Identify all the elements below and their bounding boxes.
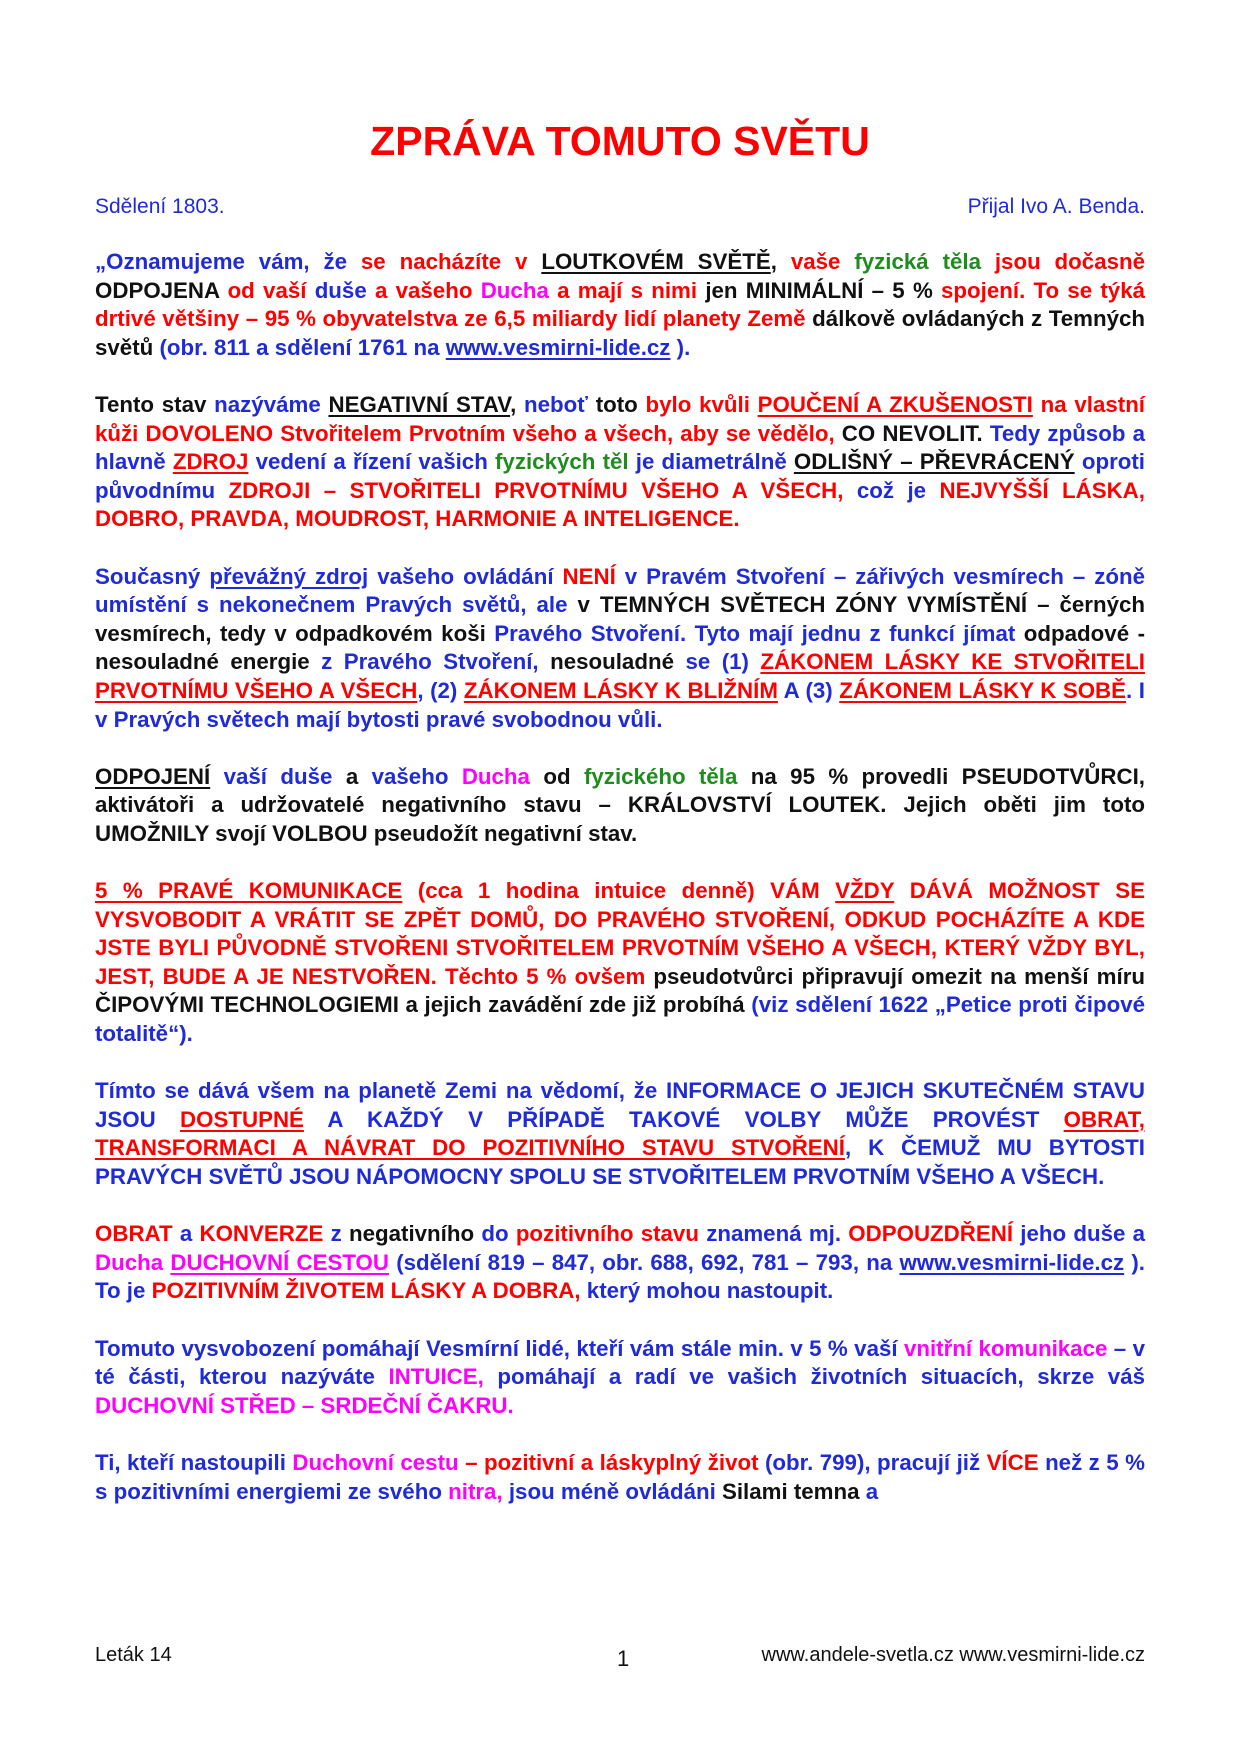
text-segment: VŽDY [835, 878, 895, 904]
text-segment: převážný zdroj [209, 563, 369, 589]
text-segment: znamená mj. [706, 1221, 849, 1247]
paragraph [95, 563, 1145, 735]
text-segment: toto [595, 391, 646, 417]
text-segment: je diametrálně [635, 449, 794, 475]
text-segment: VÍCE [986, 1449, 1046, 1475]
text-segment: z Pravého Stvoření, [321, 649, 551, 675]
text-segment: NEJVYŠŠÍ LÁSKA, DOBRO, PRAVDA, MOUDROST, HARMONIE A INTELIGENCE. [95, 477, 1145, 532]
document-title: ZPRÁVA TOMUTO SVĚTU [370, 118, 870, 164]
text-segment: Současný [95, 563, 210, 589]
paragraph [95, 1335, 1145, 1421]
text-segment: a [179, 1221, 200, 1247]
text-segment: (obr. 811 a sdělení 1761 na [159, 334, 446, 360]
text-segment: A (3) [777, 677, 840, 703]
text-segment: Tedy způsob a hlavně [95, 420, 1145, 475]
text-segment: 5 % PRAVÉ KOMUNIKACE [95, 878, 403, 904]
text-segment: v TEMNÝCH SVĚTECH ZÓNY VYMÍSTĚNÍ – černých vesmírech, tedy v odpadkovém koši [95, 592, 1146, 646]
text-segment: a vašeho [374, 277, 481, 303]
text-segment: a mají s nimi [557, 277, 706, 303]
text-segment: z [330, 1221, 349, 1247]
paragraph [95, 248, 1145, 362]
text-segment: Tomuto vysvobození pomáhají Vesmírní lidé, kteří vám stále min. v 5 % vaší [95, 1335, 904, 1361]
text-segment: na 95 % provedli PSEUDOTVŮRCI, aktivátoři a udržovatelé negativního stavu – KRÁLOVSTVÍ LOUTEK. Jejich oběti jim toto UMOŽNILY svojí VOLBOU pseudožít negativní stav. [95, 763, 1145, 846]
text-segment: ODLIŠNÝ – PŘEVRÁCENÝ [793, 449, 1075, 475]
text-segment: KONVERZE [199, 1221, 331, 1247]
text-segment: jsou dočasně [994, 249, 1146, 274]
text-segment: fyzických těl [495, 449, 636, 475]
text-segment: Tento stav [95, 391, 215, 417]
text-segment: . I v Pravých světech mají bytosti pravé svobodnou vůli. [95, 677, 1145, 732]
text-segment: , [510, 391, 525, 417]
text-segment: ZDROJI – STVOŘITELI PRVOTNÍMU VŠEHO A VŠECH, [228, 477, 857, 503]
text-segment: fyzická těla [854, 249, 995, 274]
paragraph [95, 877, 1145, 1049]
text-segment: dálkově ovládaných z Temných světů [95, 306, 1145, 360]
text-segment: vnitřní komunikace [903, 1335, 1114, 1361]
text-segment: odpadové - nesouladné energie [95, 620, 1145, 675]
text-segment: jen MINIMÁLNÍ – 5 % [705, 277, 942, 303]
text-segment: pozitivního stavu [515, 1221, 707, 1247]
text-segment: neboť [524, 391, 596, 417]
text-segment: který mohou nastoupit. [586, 1278, 834, 1304]
text-segment: OBRAT, TRANSFORMACI A NÁVRAT DO POZITIVNÍHO STAVU STVOŘENÍ [95, 1106, 1145, 1161]
text-segment: pomáhají a radí ve vašich životních situacích, skrze váš [497, 1364, 1145, 1390]
text-segment: , K ČEMUŽ MU BYTOSTI PRAVÝCH SVĚTŮ JSOU NÁPOMOCNY SPOLU SE STVOŘITELEM PRVOTNÍM VŠEHO A VŠECH. [95, 1135, 1145, 1189]
text-segment: LOUTKOVÉM SVĚTĚ [541, 249, 771, 274]
text-segment: vašeho ovládání [368, 563, 563, 589]
text-segment: Ducha [461, 763, 544, 789]
text-segment: NENÍ [562, 563, 625, 589]
text-segment: Ti, kteří nastoupili [95, 1449, 293, 1475]
text-segment: jsou méně ovládáni [508, 1478, 722, 1504]
text-segment: v Pravém Stvoření – zářivých vesmírech – zóně umístění s nekonečnem Pravých světů, ale [95, 563, 1146, 618]
text-segment: Duchovní cestu [292, 1449, 466, 1475]
paragraph [95, 1220, 1145, 1306]
text-segment: nitra, [448, 1478, 509, 1504]
text-segment: DÁVÁ MOŽNOST SE VYSVOBODIT A VRÁTIT SE ZPĚT DOMŮ, DO PRAVÉHO STVOŘENÍ, ODKUD POCHÁZÍTE A KDE JSTE BYLI PŮVODNĚ STVOŘENI STVOŘITELEM PRVOTNÍM VŠEHO A VŠECH, KTERÝ VŽDY BYL, JEST, BUDE A JE NESTVOŘEN. Těchto 5 % ovšem [95, 878, 1146, 989]
text-segment: vaší duše [210, 763, 346, 789]
text-segment: nazýváme [214, 391, 329, 417]
text-segment: A KAŽDÝ V PŘÍPADĚ TAKOVÉ VOLBY MŮŽE PROVÉST [303, 1106, 1064, 1132]
text-segment: a [865, 1478, 879, 1504]
text-segment: oproti původnímu [95, 449, 1145, 503]
text-segment: se nacházíte v [360, 249, 542, 274]
text-segment: POZITIVNÍM ŽIVOTEM LÁSKY A DOBRA, [151, 1278, 587, 1304]
text-segment: což je [856, 477, 940, 503]
website-link[interactable]: www.vesmirni-lide.cz [445, 334, 671, 360]
website-link[interactable]: www.vesmirni-lide.cz [899, 1249, 1125, 1275]
paragraph [95, 1449, 1145, 1506]
page-number: 1 [617, 1646, 630, 1671]
page-footer [95, 1644, 1145, 1674]
text-segment: a [345, 763, 372, 789]
text-segment: , [770, 249, 791, 274]
text-segment: POUČENÍ A ZKUŠENOSTI [757, 391, 1033, 417]
text-segment: DUCHOVNÍ STŘED – SRDEČNÍ ČAKRU. [95, 1392, 514, 1418]
text-segment: Ducha [95, 1249, 171, 1275]
text-segment: od vaší [227, 277, 315, 303]
text-segment: vašeho [371, 763, 462, 789]
text-segment: (sdělení 819 – 847, obr. 688, 692, 781 – 793, na [389, 1249, 900, 1275]
text-segment: fyzického těla [583, 763, 751, 789]
text-segment: Ducha [480, 277, 558, 303]
text-segment: od [543, 763, 584, 789]
text-segment: spojení. To se týká drtivé většiny – 95 % obyvatelstva ze 6,5 miliardy lidí planety Země [95, 277, 1145, 332]
text-segment: vedení a řízení vašich [248, 449, 495, 475]
text-segment: – pozitivní a láskyplný život [465, 1449, 765, 1475]
text-segment: OBRAT [95, 1221, 180, 1247]
text-segment: ). To je [95, 1249, 1145, 1304]
text-segment: ). [670, 334, 691, 360]
text-segment: než z 5 % s pozitivními energiemi ze svého [95, 1449, 1145, 1504]
text-segment: DUCHOVNÍ CESTOU [170, 1249, 389, 1275]
text-segment: (cca 1 hodina intuice denně) VÁM [402, 878, 836, 904]
text-segment: ODPOJENÍ [95, 763, 211, 789]
text-segment: ZDROJ [172, 449, 249, 475]
text-segment: ZÁKONEM LÁSKY K BLIŽNÍM [463, 677, 778, 703]
text-segment: pracují již [877, 1449, 987, 1475]
text-segment: Pravého Stvoření. Tyto mají jednu z funkcí jímat [494, 620, 1024, 646]
text-segment: Silami temna [721, 1478, 866, 1504]
paragraph [95, 391, 1145, 534]
document-body [95, 248, 1145, 1535]
text-segment: se (1) [685, 649, 761, 675]
text-segment: ZÁKONEM LÁSKY K SOBĚ [839, 677, 1127, 703]
received-by: Přijal Ivo A. Benda. [967, 195, 1145, 218]
text-segment: – v té části, kterou nazýváte [95, 1335, 1145, 1390]
text-segment: INTUICE, [388, 1364, 498, 1390]
text-segment: pseudotvůrci připravují omezit na menší míru ČIPOVÝMI TECHNOLOGIEMI a jejich zavádění zde již probíhá [95, 963, 1145, 1018]
text-segment: , (2) [417, 677, 464, 703]
paragraph [95, 763, 1145, 849]
leaflet-label: Leták 14 [95, 1644, 172, 1666]
text-segment: Tímto se dává všem na planetě Zemi na vědomí, že INFORMACE O JEJICH SKUTEČNÉM STAVU JSOU [95, 1078, 1145, 1132]
document-meta [95, 195, 1145, 219]
text-segment: na vlastní kůži DOVOLENO Stvořitelem Prvotním všeho a všech, aby se vědělo, [95, 391, 1146, 446]
text-segment: ODPOUZDŘENÍ [848, 1221, 1021, 1247]
text-segment: vaše [790, 249, 855, 274]
text-segment: bylo kvůli [645, 391, 758, 417]
text-segment: do [481, 1221, 516, 1247]
text-segment: ODPOJENA [95, 277, 228, 303]
text-segment: negativního [349, 1221, 482, 1247]
footer-websites: www.andele-svetla.cz www.vesmirni-lide.cz [761, 1644, 1145, 1666]
text-segment: ZÁKONEM LÁSKY KE STVOŘITELI PRVOTNÍMU VŠEHO A VŠECH [95, 649, 1145, 703]
text-segment: (viz sdělení 1622 „Petice proti čipové totalitě“). [95, 992, 1145, 1047]
text-segment: CO NEVOLIT. [841, 420, 990, 446]
text-segment: DOSTUPNÉ [180, 1106, 304, 1132]
text-segment: NEGATIVNÍ STAV [328, 391, 511, 417]
text-segment: (obr. 799), [764, 1449, 878, 1475]
message-number: Sdělení 1803. [95, 195, 225, 218]
text-segment: jeho duše a [1020, 1221, 1145, 1247]
text-segment: „Oznamujeme vám, že [95, 249, 361, 274]
text-segment: duše [314, 277, 375, 303]
paragraph [95, 1077, 1145, 1191]
text-segment: nesouladné [550, 649, 686, 675]
